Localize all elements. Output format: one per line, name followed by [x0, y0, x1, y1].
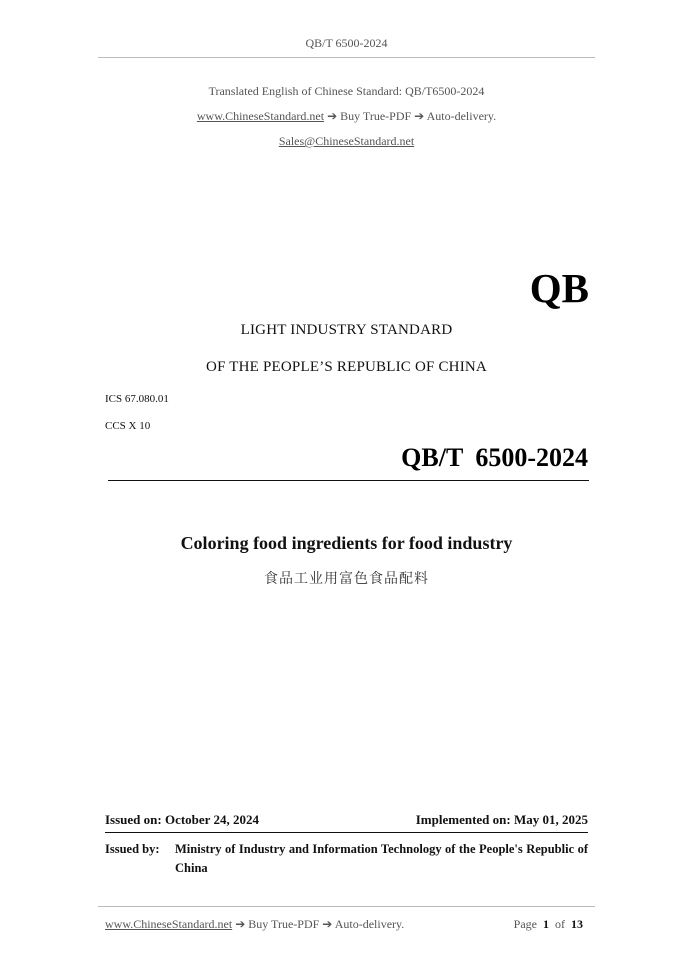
implemented-on-date: Implemented on: May 01, 2025 — [415, 812, 588, 827]
document-title-english: Coloring food ingredients for food industry — [180, 533, 513, 553]
footer-website-link[interactable]: www.ChineseStandard.net — [105, 917, 233, 931]
document-title-chinese: 食品工业用富色食品配料 — [264, 571, 429, 587]
arrow-icon: ➔ — [319, 917, 335, 931]
page-total: 13 — [571, 917, 583, 931]
page-current: 1 — [543, 917, 549, 931]
number-divider — [108, 480, 589, 481]
footer-buy-pdf-text: Buy True-PDF — [248, 917, 320, 931]
running-header: QB/T 6500-2024 — [305, 36, 388, 50]
page-number — [514, 917, 583, 932]
category-code: QB — [529, 265, 589, 311]
footer-purchase-line — [105, 917, 404, 932]
issued-by-authority: Ministry of Industry and Information Technology of the People's Republic of China — [175, 842, 588, 875]
footer-divider — [98, 906, 595, 907]
sales-email-link[interactable]: Sales@ChineseStandard.net — [278, 134, 415, 148]
issued-by-label: Issued by: — [105, 842, 160, 856]
header-divider — [98, 57, 595, 58]
arrow-icon: ➔ — [324, 109, 341, 123]
purchase-line — [0, 109, 693, 124]
translation-notice: Translated English of Chinese Standard: QB/T6500-2024 — [208, 84, 485, 98]
auto-delivery-text: Auto-delivery. — [426, 109, 497, 123]
page-label: Page — [513, 917, 537, 931]
arrow-icon: ➔ — [232, 917, 249, 931]
website-link[interactable]: www.ChineseStandard.net — [196, 109, 325, 123]
footer-auto-delivery-text: Auto-delivery. — [334, 917, 405, 931]
issued-by-block — [105, 840, 588, 878]
buy-pdf-text: Buy True-PDF — [340, 109, 412, 123]
standard-number: QB/T 6500-2024 — [401, 443, 588, 472]
ics-code: ICS 67.080.01 — [105, 393, 169, 405]
dates-divider — [105, 832, 588, 833]
arrow-icon: ➔ — [411, 109, 427, 123]
standard-title-line1: LIGHT INDUSTRY STANDARD — [240, 322, 453, 338]
issued-on-date: Issued on: October 24, 2024 — [105, 812, 259, 827]
standard-title-line2: OF THE PEOPLE’S REPUBLIC OF CHINA — [206, 359, 487, 375]
email-line — [0, 134, 693, 149]
ccs-code: CCS X 10 — [105, 420, 151, 432]
page-of: of — [555, 917, 565, 931]
